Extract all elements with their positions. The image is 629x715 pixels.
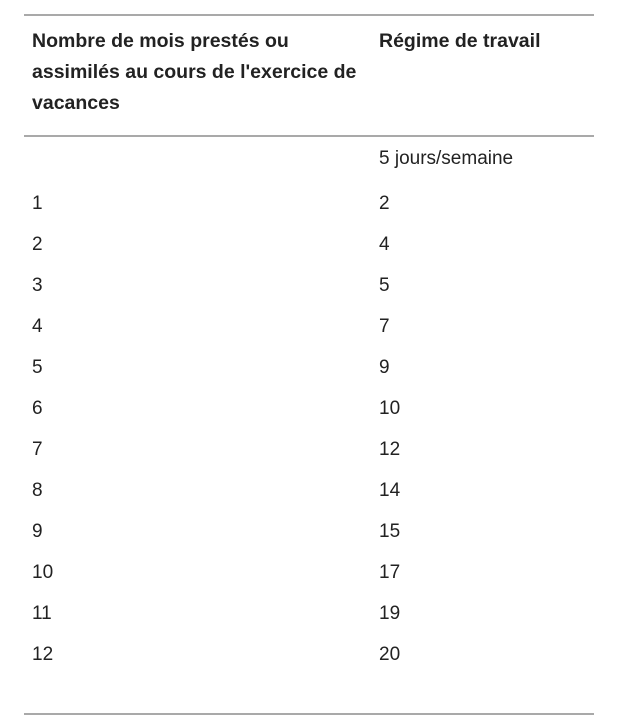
cell-days: 2 bbox=[379, 193, 390, 214]
table-row bbox=[24, 602, 594, 643]
cell-months: 3 bbox=[32, 275, 43, 296]
cell-days: 12 bbox=[379, 439, 401, 460]
table-row bbox=[24, 397, 594, 438]
cell-days: 10 bbox=[379, 398, 401, 419]
header-work-regime: Régime de travail bbox=[379, 30, 541, 52]
table-row bbox=[24, 274, 594, 315]
table-row bbox=[24, 561, 594, 602]
vacation-days-table bbox=[24, 14, 594, 715]
cell-months: 9 bbox=[32, 521, 43, 542]
cell-days: 9 bbox=[379, 357, 390, 378]
cell-days: 19 bbox=[379, 603, 401, 624]
cell-days: 20 bbox=[379, 644, 401, 665]
table-body bbox=[24, 177, 594, 713]
cell-days: 15 bbox=[379, 521, 401, 542]
cell-months: 1 bbox=[32, 193, 43, 214]
cell-months: 11 bbox=[32, 603, 52, 624]
cell-months: 2 bbox=[32, 234, 43, 255]
table-row bbox=[24, 479, 594, 520]
cell-days: 17 bbox=[379, 562, 401, 583]
cell-days: 5 bbox=[379, 275, 390, 296]
table-row bbox=[24, 643, 594, 684]
table-row bbox=[24, 315, 594, 356]
subheader-five-days-week: 5 jours/semaine bbox=[379, 148, 514, 169]
cell-months: 7 bbox=[32, 439, 43, 460]
cell-months: 6 bbox=[32, 398, 43, 419]
cell-months: 8 bbox=[32, 480, 43, 501]
table-row bbox=[24, 356, 594, 397]
table-row bbox=[24, 192, 594, 233]
table-subheader bbox=[24, 137, 594, 177]
cell-months: 10 bbox=[32, 562, 54, 583]
table-row bbox=[24, 520, 594, 561]
table-row bbox=[24, 233, 594, 274]
cell-days: 14 bbox=[379, 480, 401, 501]
cell-months: 12 bbox=[32, 644, 54, 665]
table-row bbox=[24, 438, 594, 479]
cell-months: 4 bbox=[32, 316, 43, 337]
cell-days: 7 bbox=[379, 316, 390, 337]
header-months-worked: Nombre de mois prestés ou assimilés au cours de l'exercice de vacances bbox=[32, 30, 357, 114]
cell-days: 4 bbox=[379, 234, 390, 255]
cell-months: 5 bbox=[32, 357, 43, 378]
table-header bbox=[24, 16, 594, 135]
